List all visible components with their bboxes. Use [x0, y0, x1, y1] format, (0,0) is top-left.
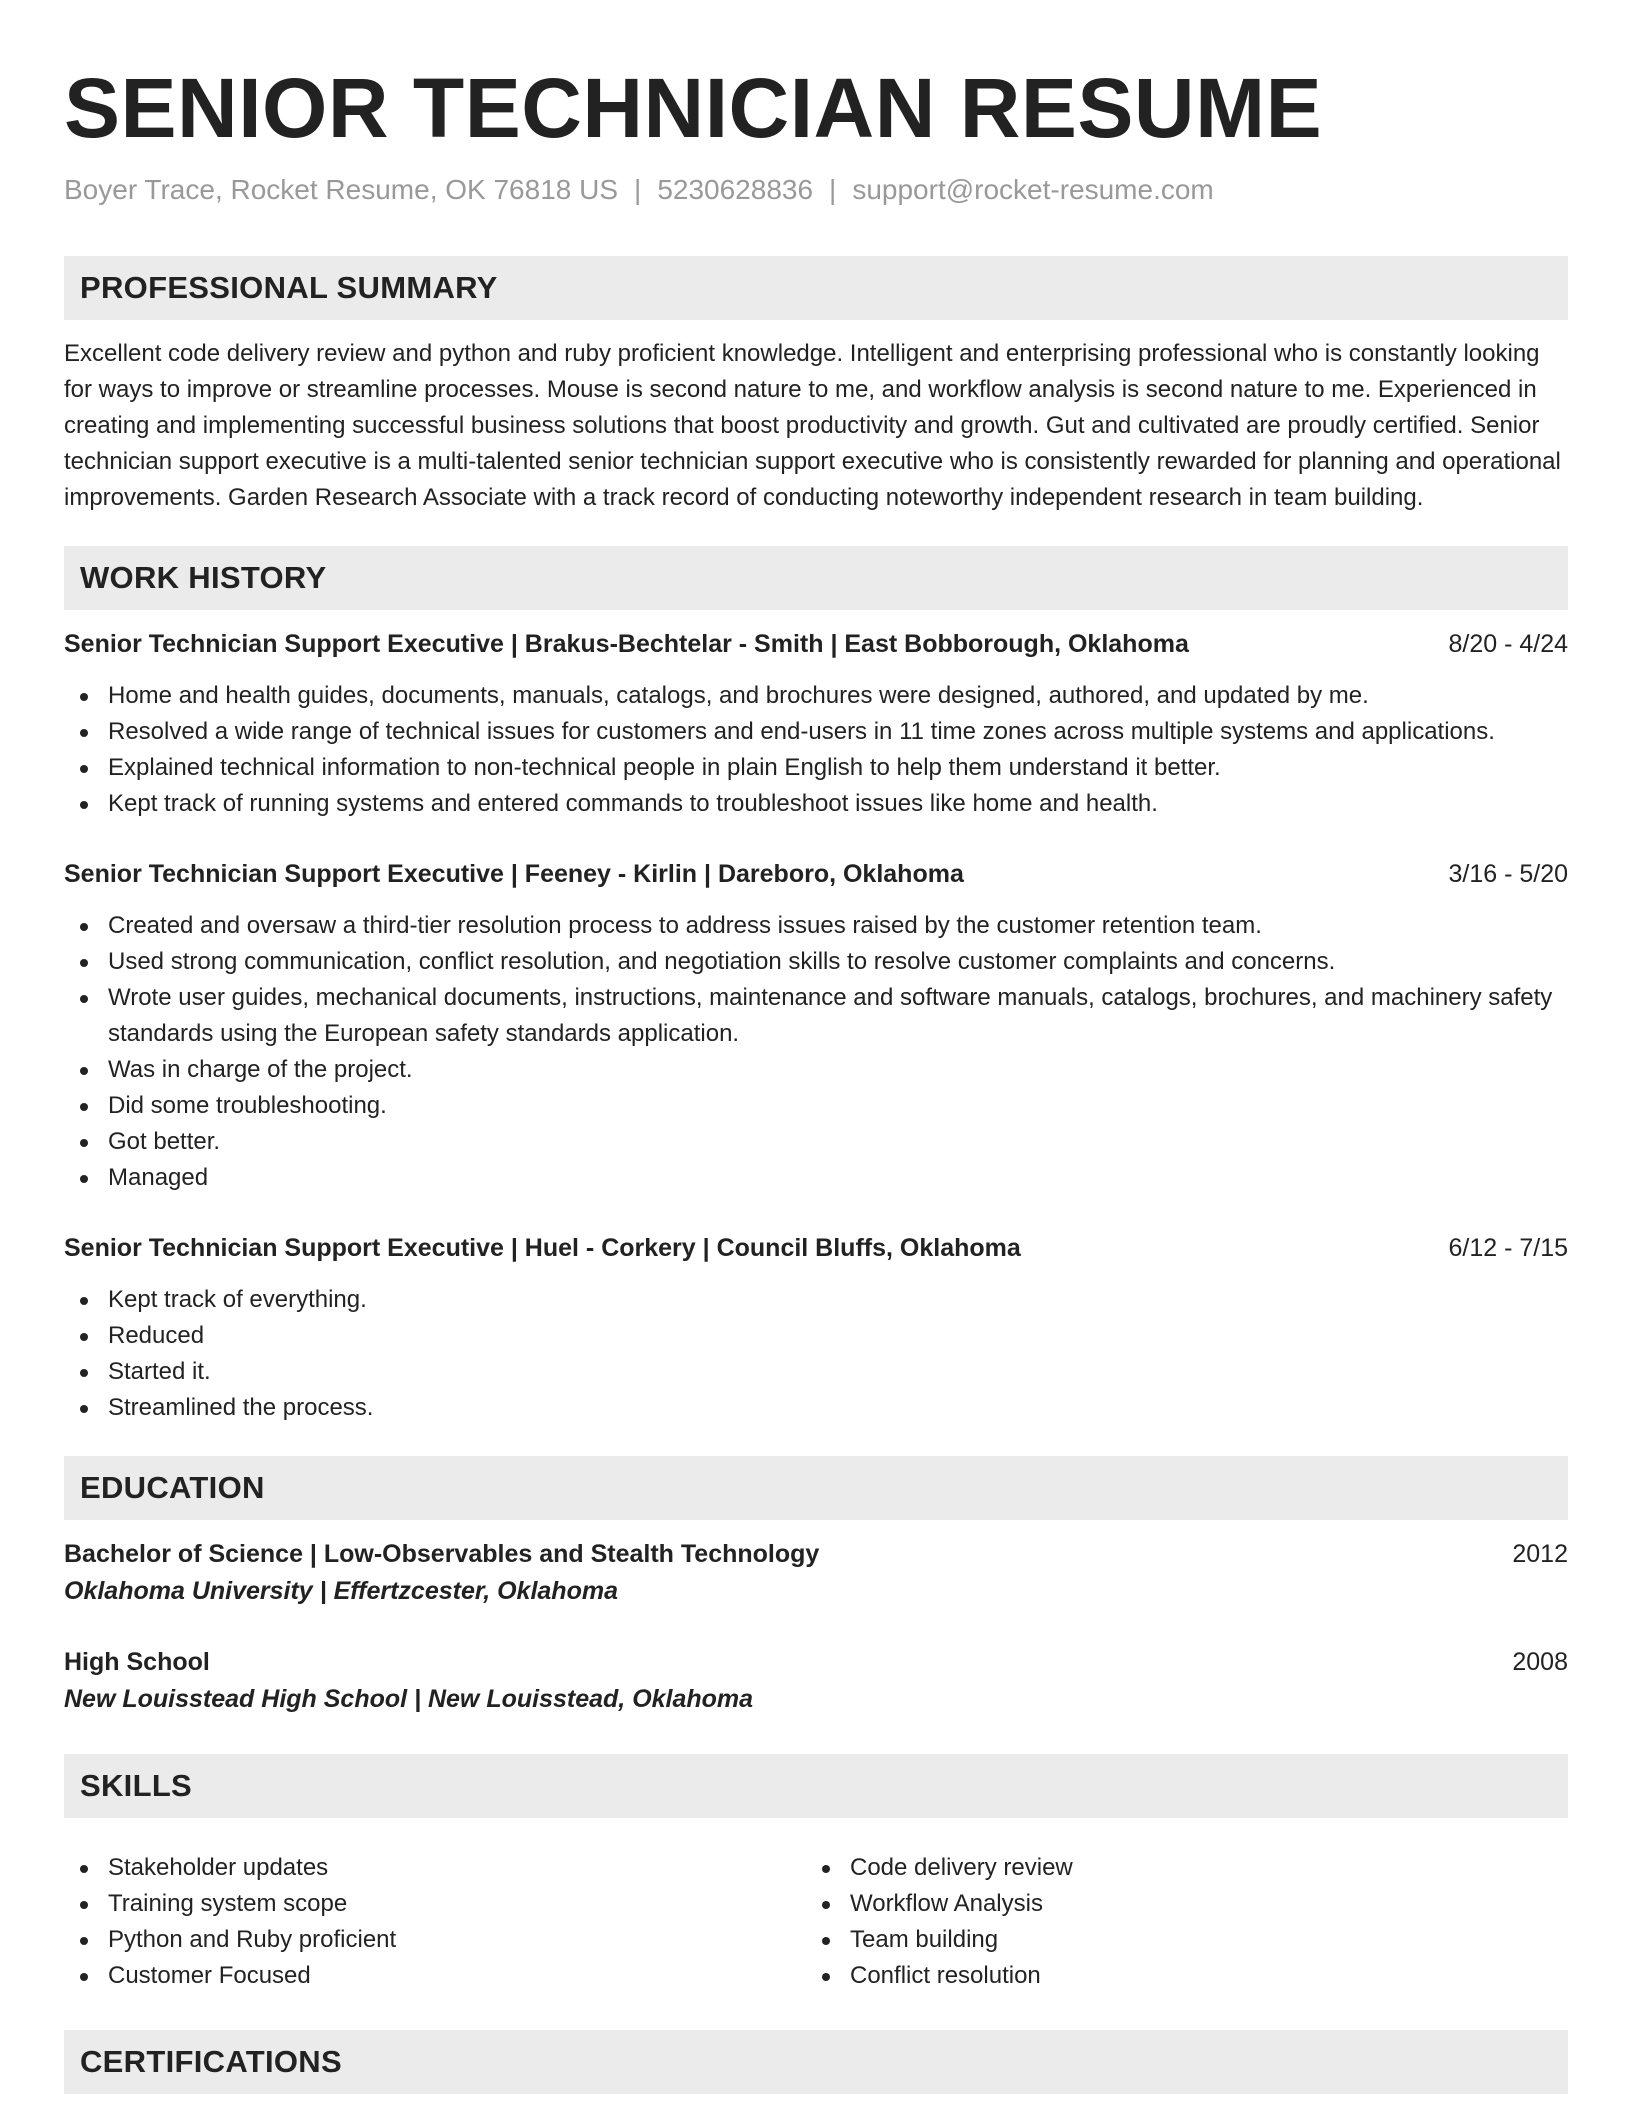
job-bullet: Home and health guides, documents, manuals, catalogs, and brochures were designed, authored, and updated by me. [64, 678, 1568, 714]
section-heading-work-history: WORK HISTORY [64, 546, 1568, 610]
job-dates: 6/12 - 7/15 [1448, 1234, 1568, 1262]
skill-item: Workflow Analysis [806, 1886, 1548, 1922]
job-bullet: Reduced [64, 1318, 1568, 1354]
job-bullet: Explained technical information to non-technical people in plain English to help them understand it better. [64, 750, 1568, 786]
job-bullets [64, 908, 1568, 1196]
education-school: New Louisstead High School | New Louisstead, Oklahoma [64, 1685, 754, 1713]
contact-separator: | [634, 174, 642, 205]
job-bullet: Wrote user guides, mechanical documents, instructions, maintenance and software manuals, catalogs, brochures, and machinery safety standards using the European safety standards application. [64, 980, 1568, 1052]
skill-item: Python and Ruby proficient [64, 1922, 806, 1958]
job-bullet: Got better. [64, 1124, 1568, 1160]
contact-email: support@rocket-resume.com [852, 174, 1214, 205]
contact-phone: 5230628836 [657, 174, 814, 205]
resume-title: SENIOR TECHNICIAN RESUME [64, 61, 1323, 155]
education-year: 2012 [1512, 1540, 1568, 1568]
job-bullets [64, 1282, 1568, 1426]
skill-item: Training system scope [64, 1886, 806, 1922]
skill-item: Stakeholder updates [64, 1850, 806, 1886]
contact-separator: | [829, 174, 837, 205]
job-bullet: Used strong communication, conflict resolution, and negotiation skills to resolve customer complaints and concerns. [64, 944, 1568, 980]
skills-column-right [806, 1850, 1548, 1994]
job-bullet: Kept track of running systems and entered commands to troubleshoot issues like home and health. [64, 786, 1568, 822]
job-dates: 3/16 - 5/20 [1448, 860, 1568, 888]
education-header [64, 1644, 1568, 1680]
job-dates: 8/20 - 4/24 [1448, 630, 1568, 658]
job-bullets [64, 678, 1568, 822]
job-entry [64, 1230, 1568, 1426]
job-bullet: Was in charge of the project. [64, 1052, 1568, 1088]
contact-address: Boyer Trace, Rocket Resume, OK 76818 US [64, 174, 619, 205]
education-school: Oklahoma University | Effertzcester, Oklahoma [64, 1577, 618, 1605]
section-heading-professional-summary: PROFESSIONAL SUMMARY [64, 256, 1568, 320]
job-header [64, 856, 1568, 892]
skill-item: Customer Focused [64, 1958, 806, 1994]
section-heading-certifications: CERTIFICATIONS [64, 2030, 1568, 2094]
job-bullet: Did some troubleshooting. [64, 1088, 1568, 1124]
job-bullet: Kept track of everything. [64, 1282, 1568, 1318]
job-title: Senior Technician Support Executive | Brakus-Bechtelar - Smith | East Bobborough, Oklahoma [64, 630, 1189, 658]
job-bullet: Managed [64, 1160, 1568, 1196]
section-heading-skills: SKILLS [64, 1754, 1568, 1818]
education-header [64, 1536, 1568, 1572]
job-bullet: Created and oversaw a third-tier resolution process to address issues raised by the customer retention team. [64, 908, 1568, 944]
job-title: Senior Technician Support Executive | Feeney - Kirlin | Dareboro, Oklahoma [64, 860, 964, 888]
skills-grid [64, 1834, 1568, 1994]
skill-item: Team building [806, 1922, 1548, 1958]
job-bullet: Started it. [64, 1354, 1568, 1390]
job-entry [64, 856, 1568, 1196]
job-bullet: Resolved a wide range of technical issues for customers and end-users in 11 time zones across multiple systems and applications. [64, 714, 1568, 750]
job-header [64, 1230, 1568, 1266]
section-heading-education: EDUCATION [64, 1456, 1568, 1520]
job-header [64, 626, 1568, 662]
education-degree: High School [64, 1648, 210, 1676]
education-entry [64, 1536, 1568, 1610]
education-year: 2008 [1512, 1648, 1568, 1676]
education-degree: Bachelor of Science | Low-Observables and Stealth Technology [64, 1540, 820, 1568]
job-entry [64, 626, 1568, 822]
summary-paragraph: Excellent code delivery review and python and ruby proficient knowledge. Intelligent and enterprising professional who is constantly looking for ways to improve or streamline processes. Mouse is second nature to me, and workflow analysis is second nature to me. Experienced in creating and implementing successful business solutions that boost productivity and growth. Gut and cultivated are proudly certified. Senior technician support executive is a multi-talented senior technician support executive who is consistently rewarded for planning and operational improvements. Garden Research Associate with a track record of conducting noteworthy independent research in team building. [64, 340, 1561, 511]
education-entry [64, 1644, 1568, 1718]
skills-column-left [64, 1850, 806, 1994]
contact-line [64, 170, 1568, 210]
job-bullet: Streamlined the process. [64, 1390, 1568, 1426]
skill-item: Code delivery review [806, 1850, 1548, 1886]
job-title: Senior Technician Support Executive | Huel - Corkery | Council Bluffs, Oklahoma [64, 1234, 1021, 1262]
skill-item: Conflict resolution [806, 1958, 1548, 1994]
